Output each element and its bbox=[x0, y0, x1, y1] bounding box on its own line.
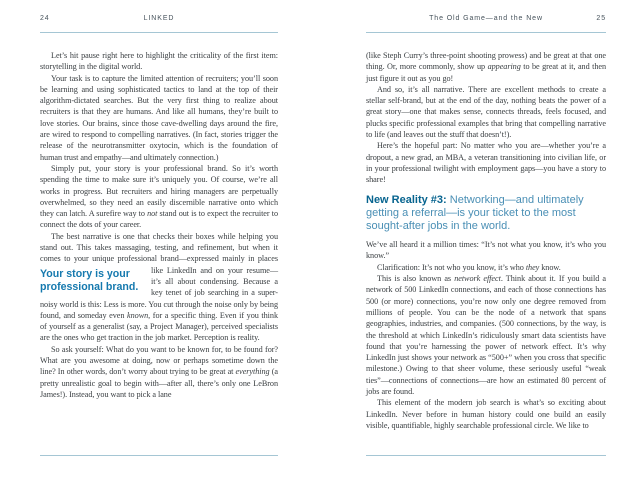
paragraph bbox=[40, 231, 278, 344]
pull-quote: Your story is your professional brand. bbox=[40, 267, 139, 293]
italic-text: known bbox=[127, 310, 149, 320]
paragraph bbox=[366, 84, 606, 140]
page-body-left bbox=[40, 50, 278, 400]
paragraph bbox=[366, 262, 606, 273]
page-body-right bbox=[366, 50, 606, 431]
body-text: We’ve all heard it a million times: “It’s not what you know, it’s who you know.” bbox=[366, 240, 606, 261]
paragraph bbox=[366, 50, 606, 84]
body-text: Here’s the hopeful part: No matter who you are—whether you’re a dropout, a new grad, an MBA, a veteran transitioning into civilian life, or in your professional twilight with employment gaps—you have a story to share! bbox=[366, 141, 606, 185]
paragraph bbox=[40, 50, 278, 73]
body-text: , for a specific thing. Even if you think of yourself as a generalist (say, a Project Manager), perceived specialists are the ones who get traction in the job market. Perception is reality. bbox=[40, 310, 278, 343]
italic-text: everything bbox=[235, 367, 270, 377]
italic-text: they bbox=[525, 262, 540, 272]
page-header-left bbox=[40, 14, 278, 24]
body-text: So ask yourself: What do you want to be known for, to be found for? What are you awesome at doing, now or perhaps sometime down the line? In other words, don’t worry about trying to be great at bbox=[40, 344, 278, 377]
paragraph bbox=[366, 140, 606, 185]
body-text: Your task is to capture the limited attention of recruiters; you’ll soon be learning and using sophisticated tactics to land at the top of their algorithm-dictated searches. But the very first thing to realize about recruiters is that they are humans. And like all humans, they’re built to love stories. Our brains, since those cave-dwelling days around the fire, are wired to respond to compelling narratives. (In fact, stories trigger the release of the neurotransmitter oxytocin, which is the foundation of human trust and empathy—and ultimately connection.) bbox=[40, 73, 278, 162]
page-header-right bbox=[366, 14, 606, 24]
body-text: This is also known as bbox=[377, 274, 455, 284]
body-text: stand out is to expect the recruiter to connect the dots of your career. bbox=[40, 209, 278, 230]
running-head-left: LINKED bbox=[143, 15, 175, 22]
body-text: Let’s hit pause right here to highlight the criticality of the first item: storytelling in the digital world. bbox=[40, 51, 278, 72]
page-right bbox=[366, 14, 606, 474]
footer-rule-left bbox=[40, 455, 278, 456]
body-text: Simply put, your story is your professional brand. So it’s worth spending the time to make sure it’s uniquely you. Of course, we’re all works in progress. But recruiters and hiring managers are perpetually overwhelmed, so they need an easily discernible narrative onto which they can latch. A surefire way to bbox=[40, 163, 278, 219]
body-text: . Think about it. If you build a network of 500 LinkedIn connections, and each of those connections has 500 (or more) connections, you’re now only one degree removed from millions of people. You can be the node of a network that spans geographies, industries, and companies. (500 connections, by the way, is the threshold at which LinkedIn’s ridiculously smart data scientists have found that you’re harnessing the power of network effect. It’s why LinkedIn just shows your network as “500+” when you cross that specific milestone.) Owing to that sheer volume, these seriously useful “weak ties”—connections of connections—are how an estimated 80 percent of jobs are found. bbox=[366, 274, 607, 397]
body-text: to be great at it, and then just figure it out as you go! bbox=[366, 62, 606, 83]
paragraph bbox=[366, 239, 606, 262]
italic-text: not bbox=[147, 209, 158, 219]
section-heading bbox=[366, 194, 606, 234]
body-text: The best narrative is one that checks their boxes while helping you stand out. This takes massaging, testing, and refinement, but when it comes to your unique professional brand—expressed bbox=[40, 231, 278, 264]
heading-lead: New Reality #3: bbox=[366, 193, 447, 206]
footer-rule-right bbox=[366, 455, 606, 456]
body-text: know. bbox=[539, 262, 561, 272]
page-left bbox=[40, 14, 278, 474]
page-number-right: 25 bbox=[596, 15, 606, 22]
italic-text: appearing bbox=[487, 62, 521, 72]
page-number-left: 24 bbox=[40, 15, 50, 22]
paragraph bbox=[40, 163, 278, 231]
body-text: This element of the modern job search is what’s so exciting about LinkedIn. Never before in human history could one build an easily visible, quantifiable, highly searchable professional circle. We like to bbox=[366, 398, 606, 430]
body-text: (a pretty unrealistic goal to begin with—after all, there’s only one LeBron James!). Instead, you want to pick a lane bbox=[40, 367, 278, 399]
header-rule-right bbox=[366, 32, 606, 33]
paragraph bbox=[40, 73, 278, 163]
header-rule-left bbox=[40, 32, 278, 33]
heading-rest: Networking—and ultimately getting a referral—is your ticket to the most sought-after jobs in the world. bbox=[366, 193, 584, 232]
body-text: mainly in places like LinkedIn and on your resume—it’s all about condensing. Because a key tenet of job searching in a super-noisy world is this: Less is more. You cut through the noise only by being found, and someday even bbox=[40, 254, 278, 320]
body-text: And so, it’s all narrative. There are excellent methods to create a stellar self-brand, but at the end of the day, nothing beats the power of a great story—one that makes sense, connects threads, feels focused, and plucks specific professional examples that bring that compelling narrative to life (and leaves out the stuff that doesn’t!). bbox=[366, 84, 606, 140]
paragraph bbox=[40, 344, 278, 400]
italic-text: network effect bbox=[454, 274, 501, 284]
running-head-right: The Old Game—and the New bbox=[429, 15, 543, 22]
paragraph bbox=[366, 273, 606, 397]
paragraph bbox=[366, 397, 606, 431]
body-text: (like Steph Curry’s three-point shooting prowess) and be great at that one thing. Or, more commonly, show up bbox=[366, 51, 606, 72]
body-text: Clarification: It’s not who you know, it’s who bbox=[377, 262, 526, 272]
